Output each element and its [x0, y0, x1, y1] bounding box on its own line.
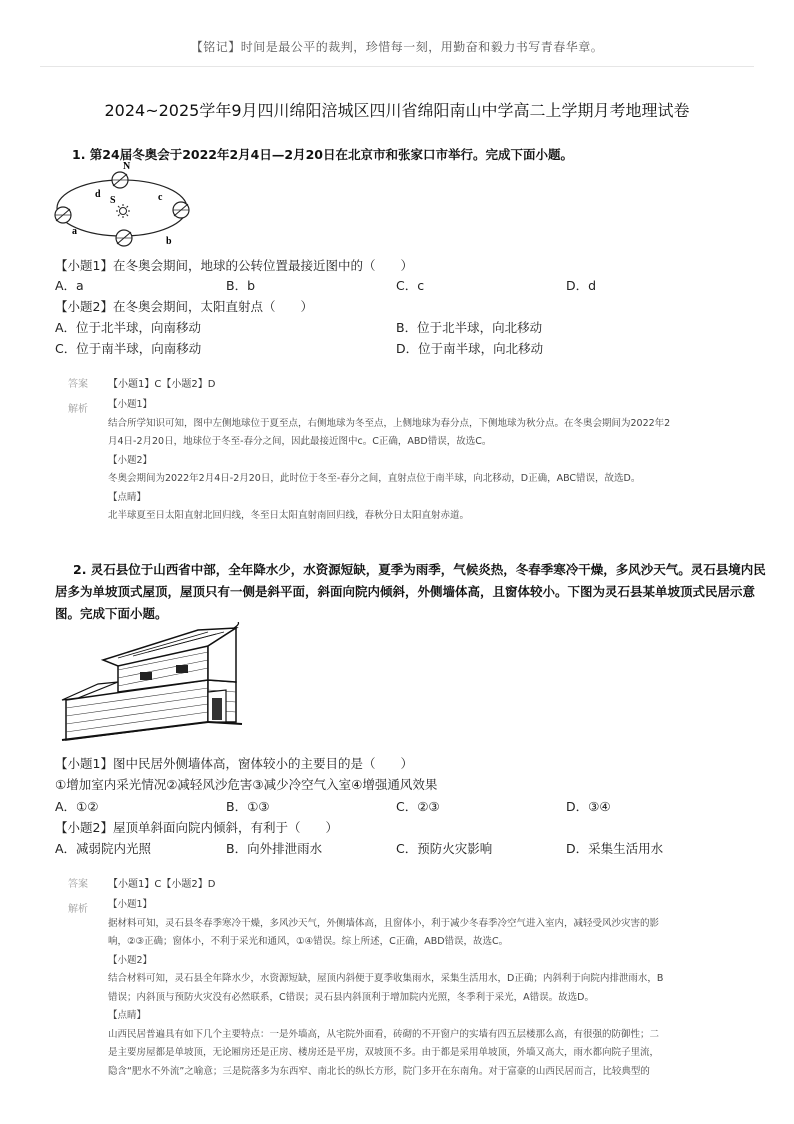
q2-answer: 【小题1】C【小题2】D	[108, 879, 216, 890]
q2-sub1-opt-c: C．②③	[396, 799, 440, 814]
q1-orbit-figure	[50, 160, 210, 250]
q2-analysis-line: 响，②③正确；窗体小，不利于采光和通风，①④错误。综上所述，C正确，ABD错误，故选C。	[108, 936, 509, 947]
q1-answer: 【小题1】C【小题2】D	[108, 379, 216, 390]
q1-sub1-opt-c: C．c	[396, 278, 425, 293]
q1-analysis-line: 冬奥会期间为2022年2月4日-2月20日，此时位于冬至-春分之间，直射点位于南半球，向北移动，D正确，ABC错误，故选D。	[108, 473, 641, 484]
q2-analysis	[108, 896, 748, 1081]
sun-icon	[116, 204, 130, 218]
label-c: c	[158, 192, 163, 203]
label-d: d	[95, 189, 101, 200]
header-divider	[40, 66, 754, 67]
q1-sub2-opt-a: A．位于北半球，向南移动	[55, 320, 202, 335]
page-title: 2024~2025学年9月四川绵阳涪城区四川省绵阳南山中学高二上学期月考地理试卷	[104, 101, 690, 120]
q2-stem-line: 图。完成下面小题。	[55, 606, 168, 621]
q2-stem-line: 居多为单坡顶式屋顶，屋顶只有一侧是斜平面，斜面向院内倾斜，外侧墙体高，且窗体较小。下图为灵石县某单坡顶式民居示意	[55, 584, 756, 599]
q1-stem: 1. 第24届冬奥会于2022年2月4日—2月20日在北京市和张家口市举行。完成下面小题。	[72, 147, 573, 162]
q2-analysis-line: 结合材料可知，灵石县全年降水少，水资源短缺，屋顶内斜便于夏季收集雨水，采集生活用水，D正确；内斜利于向院内排泄雨水，B	[108, 973, 664, 984]
q2-analysis-line: 是主要房屋都是单坡顶，无论厢房还是正房、楼房还是平房，双坡顶不多。由于都是采用单坡顶，外墙又高大，雨水都向院子里流，	[108, 1047, 660, 1058]
q2-analysis-line: 【点睛】	[108, 1010, 147, 1021]
q1-analysis-line: 【小题2】	[108, 454, 153, 466]
q2-answer-label: 答案	[68, 879, 88, 890]
earth-right	[173, 202, 189, 218]
q1-sub1-opt-b: B．b	[226, 278, 256, 293]
label-a: a	[72, 226, 77, 237]
q1-sub2-opt-c: C．位于南半球，向南移动	[55, 341, 202, 356]
q2-analysis-line: 山西民居普遍具有如下几个主要特点：一是外墙高，从宅院外面看，砖砌的不开窗户的实墙有四五层楼那么高，有很强的防御性；二	[108, 1028, 660, 1040]
q1-analysis-label: 解析	[68, 404, 88, 415]
q2-analysis-line: 错误；内斜顶与预防火灾没有必然联系，C错误；灵石县内斜顶利于增加院内光照，冬季利于采光，A错误。故选D。	[108, 991, 594, 1003]
q2-sub2-opt-d: D．采集生活用水	[566, 841, 664, 856]
q2-stem-line: 2. 灵石县位于山西省中部，全年降水少，水资源短缺，夏季为雨季，气候炎热，冬春季寒冷干燥，多风沙天气。灵石县境内民	[73, 562, 766, 577]
q2-sub2: 【小题2】屋顶单斜面向院内倾斜，有利于（ ）	[55, 820, 338, 835]
q2-analysis-line: 据材料可知，灵石县冬春季寒冷干燥，多风沙天气，外侧墙体高，且窗体小，利于减少冬春季冷空气进入室内，减轻受风沙灾害的影	[108, 917, 660, 929]
q1-analysis-line: 北半球夏至日太阳直射北回归线，冬至日太阳直射南回归线，春秋分日太阳直射赤道。	[108, 510, 470, 521]
q1-answer-label: 答案	[68, 379, 88, 390]
q2-analysis-label: 解析	[68, 904, 88, 915]
earth-top	[112, 172, 128, 188]
earth-bottom	[116, 230, 132, 246]
q1-analysis-line: 【小题1】	[108, 399, 153, 410]
q2-sub2-opt-a: A．减弱院内光照	[55, 841, 152, 856]
q2-sub2-opt-c: C．预防火灾影响	[396, 841, 493, 856]
q1-sub2-opt-b: B．位于北半球，向北移动	[396, 320, 543, 335]
q2-analysis-line: 【小题1】	[108, 899, 153, 910]
q1-analysis	[108, 396, 748, 526]
q2-analysis-line: 【小题2】	[108, 954, 153, 966]
motto-banner: 【铭记】时间是最公平的裁判，珍惜每一刻，用勤奋和毅力书写青春华章。	[190, 40, 604, 54]
q2-sub1-items: ①增加室内采光情况②减轻风沙危害③减少冷空气入室④增强通风效果	[55, 777, 438, 792]
q2-house-figure	[58, 622, 248, 747]
label-n: N	[123, 161, 131, 172]
q2-sub1: 【小题1】图中民居外侧墙体高，窗体较小的主要目的是（ ）	[55, 756, 413, 771]
q2-sub2-opt-b: B．向外排泄雨水	[226, 841, 323, 856]
label-b: b	[166, 236, 172, 247]
q1-sub2-opt-d: D．位于南半球，向北移动	[396, 341, 544, 356]
q2-sub1-opt-a: A．①②	[55, 799, 99, 814]
q2-sub1-opt-b: B．①③	[226, 799, 270, 814]
q1-analysis-line: 月4日-2月20日，地球位于冬至-春分之间，因此最接近图中c。C正确，ABD错误，故选C。	[108, 436, 492, 447]
q2-sub1-opt-d: D．③④	[566, 799, 611, 814]
q2-stem	[55, 559, 766, 625]
q1-sub2: 【小题2】在冬奥会期间，太阳直射点（ ）	[55, 299, 313, 314]
q1-sub1-opt-d: D．d	[566, 278, 597, 293]
q1-analysis-line: 【点睛】	[108, 491, 147, 503]
q1-sub1: 【小题1】在冬奥会期间，地球的公转位置最接近图中的（ ）	[55, 258, 413, 273]
q1-sub1-opt-a: A．a	[55, 278, 84, 293]
label-s: S	[110, 195, 116, 206]
q1-analysis-line: 结合所学知识可知，图中左侧地球位于夏至点，右侧地球为冬至点，上侧地球为春分点，下侧地球为秋分点。在冬奥会期间为2022年2	[108, 417, 671, 429]
earth-left	[55, 207, 71, 223]
q2-analysis-line: 隐含“肥水不外流”之喻意；三是院落多为东西窄、南北长的纵长方形，院门多开在东南角。对于富豪的山西民居而言，比较典型的	[108, 1065, 650, 1077]
